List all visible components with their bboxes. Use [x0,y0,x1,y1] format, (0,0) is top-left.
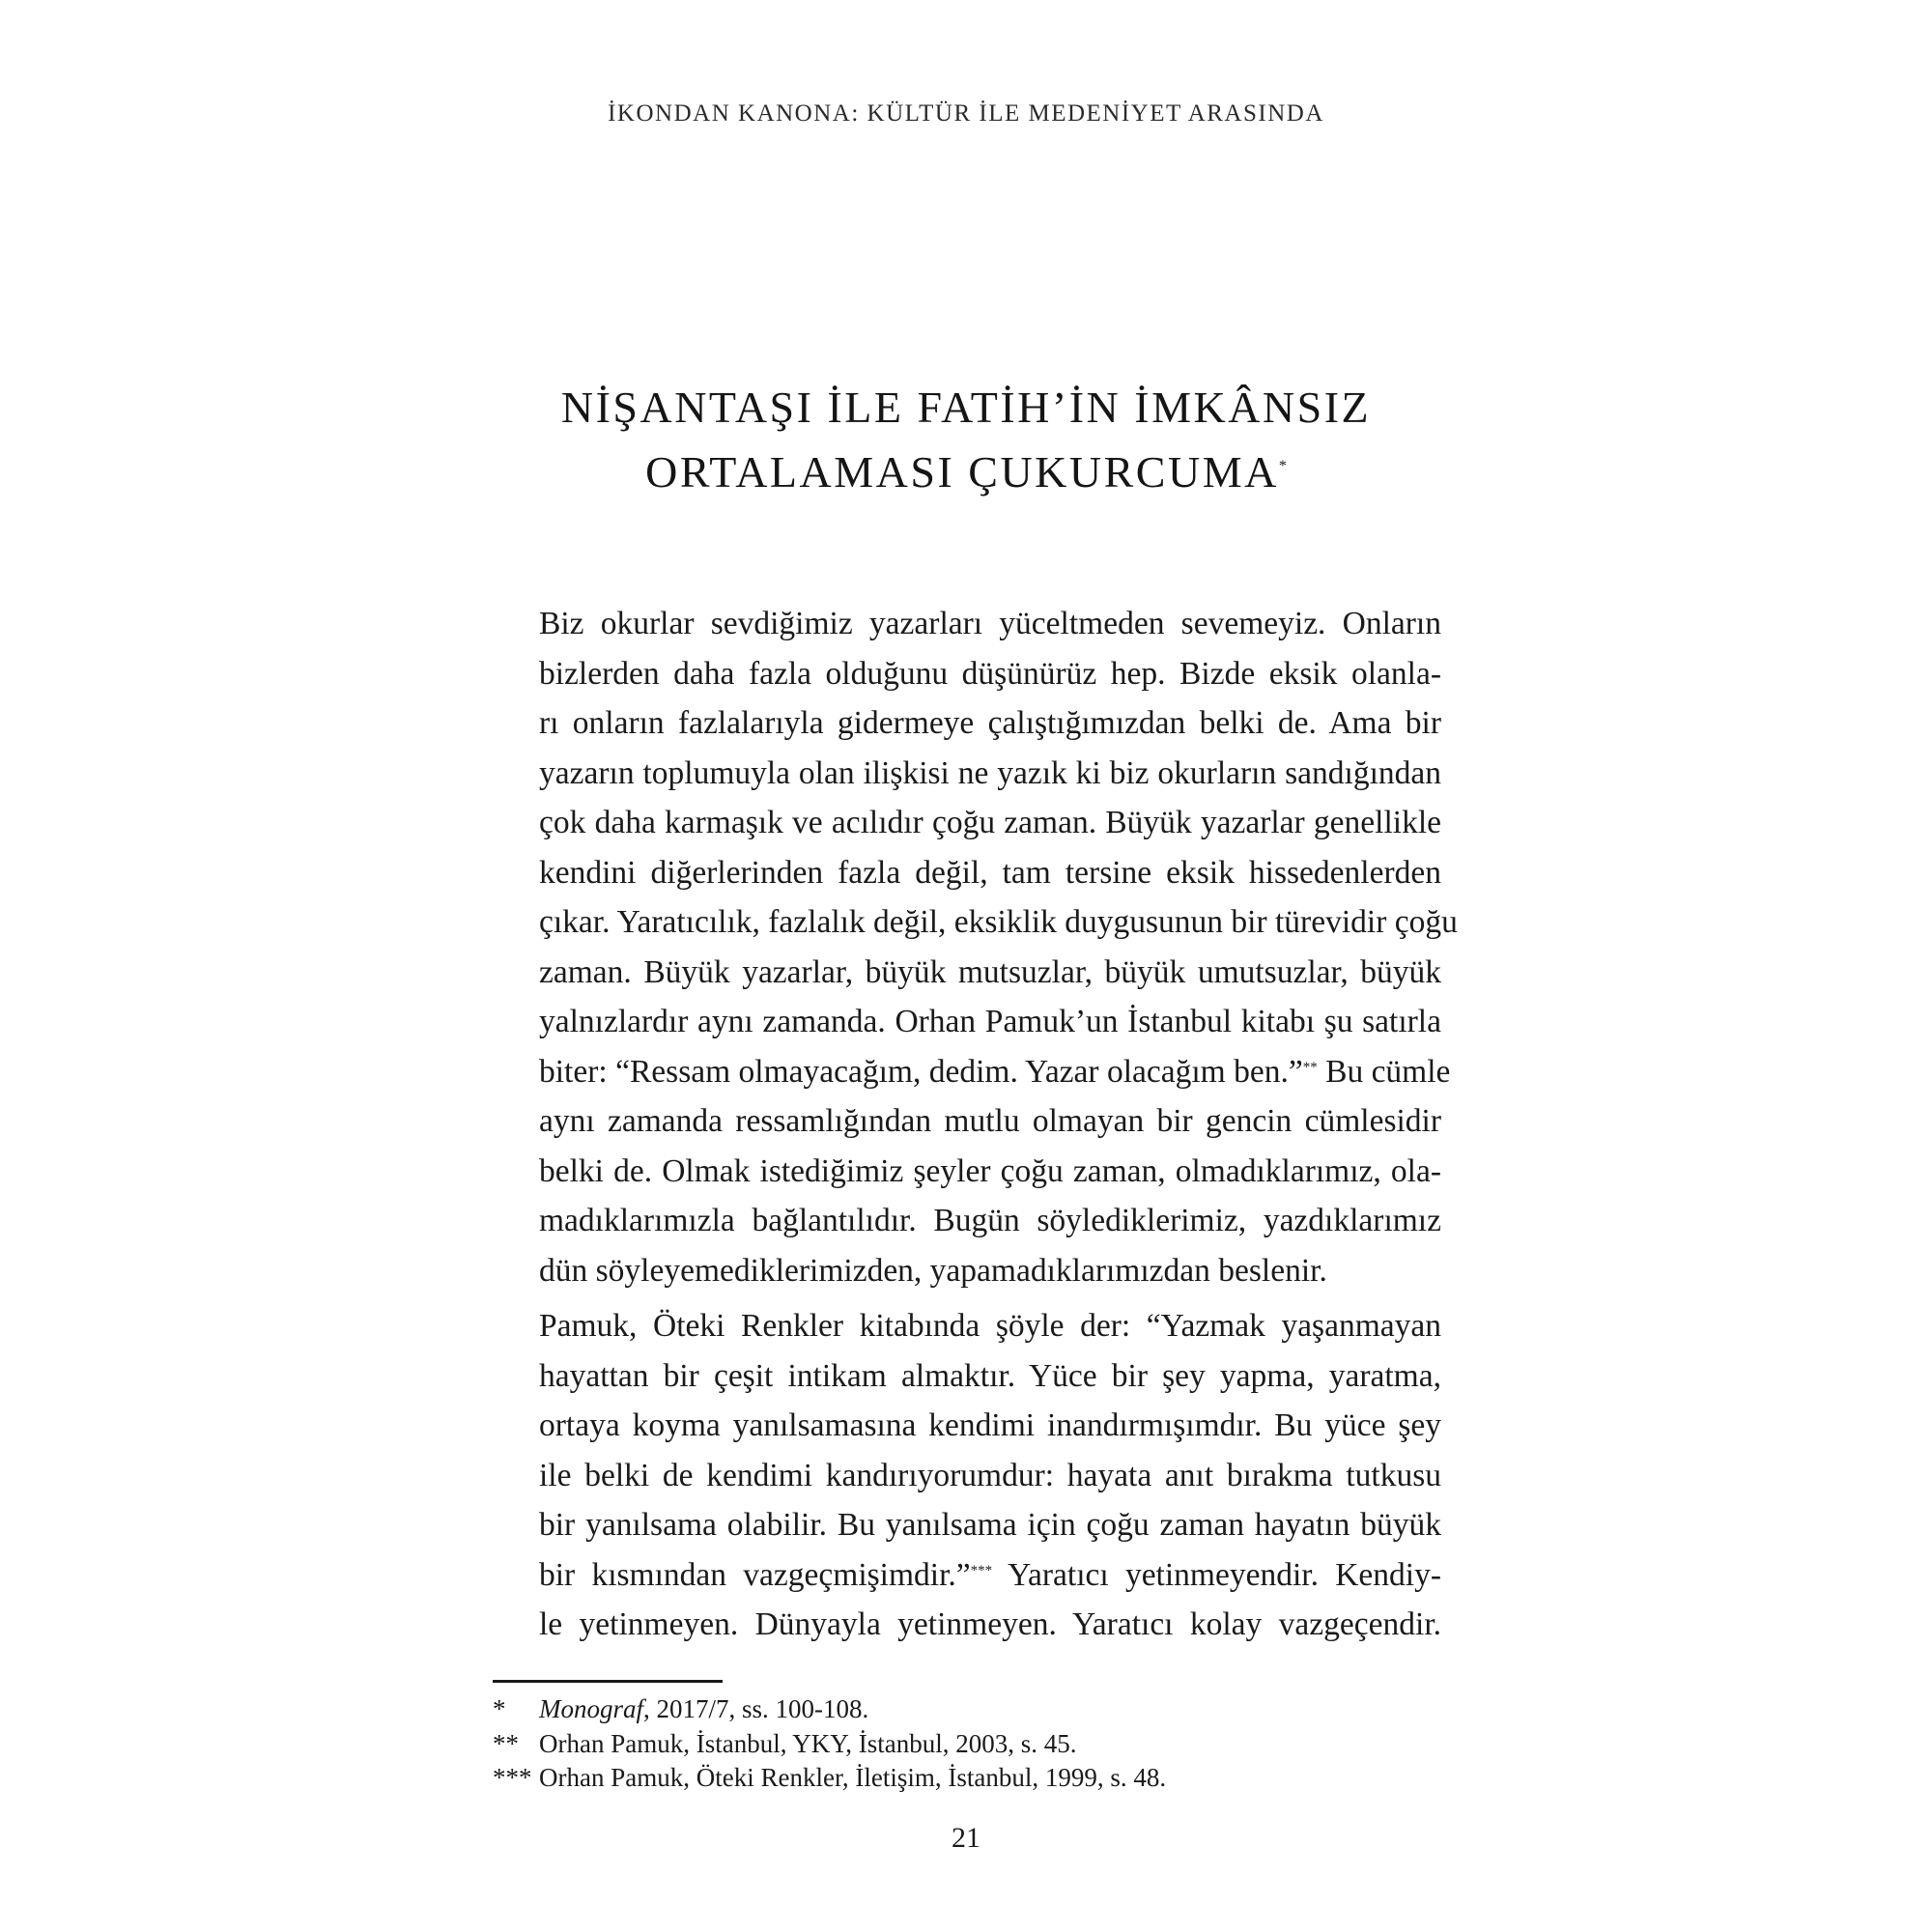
text-line: madıklarımızla bağlantılıdır. Bugün söylediklerimiz, yazdıklarımız [539,1203,1441,1238]
text-segment: bir kısmından vazgeçmişimdir.” [539,1556,971,1593]
chapter-title [0,375,1932,504]
text-segment: biter: “Ressam olmayacağım, dedim. Yazar olacağım ben.” [539,1053,1303,1090]
body-text [493,599,1458,1656]
text-line: rı onların fazlalarıyla gidermeye çalıştığımızdan belki de. Ama bir [539,705,1441,741]
footnote-italic-title: Monograf [539,1694,643,1723]
text-line: bizlerden daha fazla olduğunu düşünürüz hep. Bizde eksik olanla- [539,655,1441,692]
paragraph-2 [493,1301,1441,1650]
text-line [493,1047,1451,1097]
footnote-text: Orhan Pamuk, İstanbul, YKY, İstanbul, 2003, s. 45. [539,1728,1077,1758]
footnote-mark: * [493,1694,506,1723]
text-line: aynı zamanda ressamlığından mutlu olmayan bir gencin cümlesidir [539,1103,1441,1139]
footnote-mark-2[interactable]: ** [1302,1059,1318,1075]
running-head: İKONDAN KANONA: KÜLTÜR İLE MEDENİYET ARASINDA [608,100,1324,127]
footnotes [493,1692,1441,1796]
footnote-3 [493,1761,1441,1796]
text-segment: Bu cümle [1317,1053,1451,1090]
footnote-text: Orhan Pamuk, Öteki Renkler, İletişim, İstanbul, 1999, s. 48. [539,1763,1167,1792]
title-footnote-mark[interactable]: * [1278,458,1287,474]
text-line: ile belki de kendimi kandırıyorumdur: hayata anıt bırakma tutkusu [539,1457,1441,1493]
text-line: hayattan bir çeşit intikam almaktır. Yüce bir şey yapma, yaratma, [539,1357,1441,1394]
chapter-title-line-2-text: ORTALAMASI ÇUKURCUMA [645,447,1279,497]
text-line: çıkar. Yaratıcılık, fazlalık değil, eksiklik duygusunun bir türevidir çoğu [539,904,1458,940]
footnote-text [539,1692,868,1727]
footnote-2 [493,1727,1441,1762]
footnote-mark: ** [493,1728,519,1758]
text-line: zaman. Büyük yazarlar, büyük mutsuzlar, büyük umutsuzlar, büyük [539,953,1441,990]
text-line: le yetinmeyen. Dünyayla yetinmeyen. Yaratıcı kolay vazgeçendir. [539,1606,1441,1642]
text-line: Pamuk, Öteki Renkler kitabında şöyle der: “Yazmak yaşanmayan [539,1308,1441,1344]
text-line: yazarın toplumuyla olan ilişkisi ne yazık ki biz okurların sandığından [539,754,1441,791]
footnote-rest: , 2017/7, ss. 100-108. [643,1694,869,1723]
text-line: yalnızlardır aynı zamanda. Orhan Pamuk’un İstanbul kitabı şu satırla [539,1004,1441,1039]
page-number: 21 [952,1822,980,1854]
paragraph-1 [493,599,1458,1295]
text-segment: Yaratıcı yetinmeyendir. Kendiy- [992,1556,1441,1593]
text-line [493,1550,1441,1601]
text-line: Biz okurlar sevdiğimiz yazarları yüceltmeden sevemeyiz. Onların [539,606,1441,641]
chapter-title-line-2 [0,440,1932,504]
footnote-mark: *** [493,1763,532,1792]
text-line: belki de. Olmak istediğimiz şeyler çoğu zaman, olmadıklarımız, ola- [539,1152,1441,1189]
text-line: bir yanılsama olabilir. Bu yanılsama için çoğu zaman hayatın büyük [539,1507,1441,1543]
footnote-mark-3[interactable]: *** [970,1562,993,1578]
chapter-title-line-1: NİŞANTAŞI İLE FATİH’İN İMKÂNSIZ [560,383,1372,432]
text-line: dün söyleyemediklerimizden, yapamadıklarımızdan beslenir. [539,1252,1327,1289]
text-line: kendini diğerlerinden fazla değil, tam tersine eksik hissedenlerden [539,854,1441,891]
text-line: çok daha karmaşık ve acılıdır çoğu zaman. Büyük yazarlar genellikle [539,805,1441,840]
footnote-divider [493,1680,723,1683]
text-line: ortaya koyma yanılsamasına kendimi inandırmışımdır. Bu yüce şey [539,1407,1441,1443]
footnote-1 [493,1692,1441,1727]
